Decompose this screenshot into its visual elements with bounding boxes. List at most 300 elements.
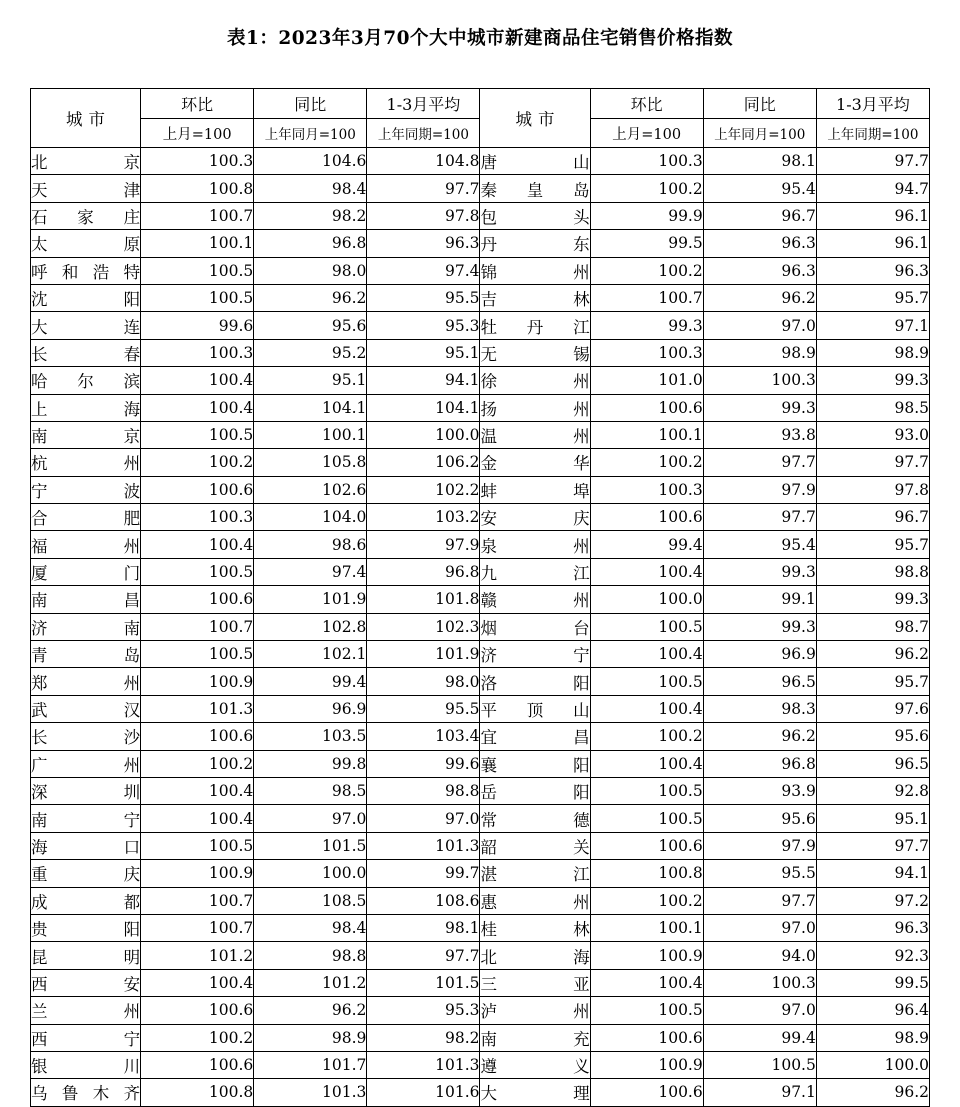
value-cell-avg: 96.1: [816, 202, 929, 229]
value-cell-mom: 100.3: [141, 504, 254, 531]
value-cell-yoy: 100.0: [254, 860, 367, 887]
city-name-cell: 金华: [480, 449, 590, 476]
table-row: [31, 394, 930, 421]
value-cell-mom: 100.9: [141, 668, 254, 695]
value-cell-avg: 97.8: [816, 476, 929, 503]
table-row: [31, 969, 930, 996]
value-cell-avg: 97.6: [816, 695, 929, 722]
header-group-avg-left: 1-3月平均: [367, 89, 480, 119]
value-cell-avg: 94.1: [367, 367, 480, 394]
value-cell-mom: 100.2: [590, 887, 703, 914]
value-cell-mom: 100.8: [141, 175, 254, 202]
value-cell-yoy: 101.7: [254, 1051, 367, 1078]
table-row: [31, 312, 930, 339]
value-cell-avg: 96.7: [816, 504, 929, 531]
table-row: [31, 175, 930, 202]
city-name-cell: 湛江: [480, 860, 590, 887]
value-cell-yoy: 97.9: [703, 476, 816, 503]
value-cell-avg: 104.1: [367, 394, 480, 421]
value-cell-mom: 100.4: [141, 777, 254, 804]
value-cell-avg: 97.0: [367, 805, 480, 832]
value-cell-yoy: 95.2: [254, 339, 367, 366]
value-cell-avg: 98.5: [816, 394, 929, 421]
value-cell-yoy: 96.3: [703, 230, 816, 257]
value-cell-avg: 92.3: [816, 942, 929, 969]
table-row: [31, 1024, 930, 1051]
value-cell-yoy: 99.3: [703, 558, 816, 585]
table-row: [31, 777, 930, 804]
city-name-cell: 唐山: [480, 148, 590, 175]
value-cell-yoy: 103.5: [254, 723, 367, 750]
value-cell-mom: 100.7: [590, 284, 703, 311]
city-name-cell: 桂林: [480, 914, 590, 941]
table-row: [31, 257, 930, 284]
city-name-cell: 太原: [31, 230, 141, 257]
table-row: [31, 887, 930, 914]
value-cell-avg: 99.3: [816, 586, 929, 613]
value-cell-mom: 100.4: [590, 641, 703, 668]
city-name-cell: 福州: [31, 531, 141, 558]
value-cell-avg: 97.7: [816, 449, 929, 476]
price-index-table-wrapper: [30, 88, 930, 1107]
value-cell-yoy: 93.8: [703, 421, 816, 448]
value-cell-yoy: 97.0: [703, 312, 816, 339]
page-title: 表1：2023年3月70个大中城市新建商品住宅销售价格指数: [227, 28, 733, 49]
value-cell-avg: 97.2: [816, 887, 929, 914]
city-name-cell: 银川: [31, 1051, 141, 1078]
header-group-avg-right: 1-3月平均: [816, 89, 929, 119]
value-cell-mom: 100.2: [141, 449, 254, 476]
value-cell-mom: 100.9: [590, 1051, 703, 1078]
value-cell-mom: 100.6: [590, 1024, 703, 1051]
value-cell-mom: 100.4: [141, 805, 254, 832]
value-cell-yoy: 98.0: [254, 257, 367, 284]
value-cell-mom: 100.6: [141, 476, 254, 503]
value-cell-yoy: 97.7: [703, 449, 816, 476]
city-name-cell: 南昌: [31, 586, 141, 613]
value-cell-avg: 97.7: [367, 942, 480, 969]
price-index-table: [30, 88, 930, 1107]
value-cell-avg: 102.2: [367, 476, 480, 503]
value-cell-avg: 95.7: [816, 531, 929, 558]
value-cell-avg: 93.0: [816, 421, 929, 448]
value-cell-yoy: 104.0: [254, 504, 367, 531]
value-cell-avg: 97.4: [367, 257, 480, 284]
value-cell-yoy: 97.0: [703, 914, 816, 941]
table-row: [31, 284, 930, 311]
city-name-cell: 济宁: [480, 641, 590, 668]
value-cell-mom: 100.0: [590, 586, 703, 613]
value-cell-yoy: 97.7: [703, 504, 816, 531]
city-name-cell: 丹东: [480, 230, 590, 257]
city-name-cell: 哈尔滨: [31, 367, 141, 394]
value-cell-yoy: 98.3: [703, 695, 816, 722]
value-cell-yoy: 105.8: [254, 449, 367, 476]
value-cell-mom: 100.2: [590, 723, 703, 750]
header-base-mom-right: 上月=100: [590, 119, 703, 148]
city-name-cell: 石家庄: [31, 202, 141, 229]
value-cell-mom: 100.5: [141, 257, 254, 284]
value-cell-mom: 100.7: [141, 914, 254, 941]
value-cell-mom: 100.5: [590, 777, 703, 804]
value-cell-mom: 101.0: [590, 367, 703, 394]
value-cell-yoy: 99.4: [703, 1024, 816, 1051]
value-cell-avg: 99.7: [367, 860, 480, 887]
value-cell-yoy: 98.9: [254, 1024, 367, 1051]
value-cell-mom: 100.3: [590, 339, 703, 366]
value-cell-mom: 100.3: [141, 339, 254, 366]
city-name-cell: 徐州: [480, 367, 590, 394]
city-name-cell: 厦门: [31, 558, 141, 585]
value-cell-yoy: 97.9: [703, 832, 816, 859]
value-cell-mom: 101.2: [141, 942, 254, 969]
table-row: [31, 531, 930, 558]
city-name-cell: 长春: [31, 339, 141, 366]
city-name-cell: 九江: [480, 558, 590, 585]
value-cell-yoy: 97.4: [254, 558, 367, 585]
value-cell-mom: 100.6: [590, 832, 703, 859]
header-group-mom-left: 环比: [141, 89, 254, 119]
value-cell-yoy: 99.1: [703, 586, 816, 613]
value-cell-yoy: 96.7: [703, 202, 816, 229]
city-name-cell: 大理: [480, 1079, 590, 1106]
value-cell-avg: 97.1: [816, 312, 929, 339]
city-name-cell: 蚌埠: [480, 476, 590, 503]
value-cell-avg: 95.7: [816, 284, 929, 311]
city-name-cell: 呼和浩特: [31, 257, 141, 284]
city-name-cell: 大连: [31, 312, 141, 339]
value-cell-yoy: 97.0: [703, 997, 816, 1024]
value-cell-avg: 95.5: [367, 284, 480, 311]
value-cell-avg: 95.3: [367, 997, 480, 1024]
city-name-cell: 郑州: [31, 668, 141, 695]
value-cell-avg: 95.7: [816, 668, 929, 695]
value-cell-mom: 100.2: [141, 1024, 254, 1051]
value-cell-avg: 97.7: [367, 175, 480, 202]
value-cell-avg: 96.2: [816, 641, 929, 668]
header-base-avg-right: 上年同期=100: [816, 119, 929, 148]
value-cell-mom: 100.5: [141, 832, 254, 859]
value-cell-avg: 96.8: [367, 558, 480, 585]
value-cell-avg: 98.1: [367, 914, 480, 941]
value-cell-mom: 100.3: [590, 148, 703, 175]
header-base-mom-left: 上月=100: [141, 119, 254, 148]
city-name-cell: 宁波: [31, 476, 141, 503]
table-row: [31, 421, 930, 448]
table-row: [31, 230, 930, 257]
value-cell-yoy: 104.1: [254, 394, 367, 421]
value-cell-mom: 100.6: [590, 1079, 703, 1106]
table-row: [31, 339, 930, 366]
value-cell-avg: 99.6: [367, 750, 480, 777]
value-cell-yoy: 98.4: [254, 175, 367, 202]
table-row: [31, 695, 930, 722]
value-cell-yoy: 104.6: [254, 148, 367, 175]
value-cell-mom: 100.6: [590, 504, 703, 531]
city-name-cell: 西安: [31, 969, 141, 996]
value-cell-yoy: 98.8: [254, 942, 367, 969]
city-name-cell: 乌鲁木齐: [31, 1079, 141, 1106]
value-cell-yoy: 96.9: [254, 695, 367, 722]
header-base-yoy-left: 上年同月=100: [254, 119, 367, 148]
value-cell-mom: 100.4: [141, 531, 254, 558]
table-row: [31, 832, 930, 859]
value-cell-avg: 96.2: [816, 1079, 929, 1106]
city-name-cell: 包头: [480, 202, 590, 229]
value-cell-mom: 100.2: [590, 257, 703, 284]
value-cell-yoy: 98.6: [254, 531, 367, 558]
table-row: [31, 148, 930, 175]
value-cell-mom: 100.7: [141, 613, 254, 640]
value-cell-avg: 92.8: [816, 777, 929, 804]
city-name-cell: 杭州: [31, 449, 141, 476]
value-cell-avg: 96.1: [816, 230, 929, 257]
value-cell-mom: 100.8: [141, 1079, 254, 1106]
value-cell-mom: 100.4: [590, 695, 703, 722]
value-cell-mom: 100.1: [141, 230, 254, 257]
city-name-cell: 北海: [480, 942, 590, 969]
value-cell-avg: 103.4: [367, 723, 480, 750]
value-cell-yoy: 102.8: [254, 613, 367, 640]
city-name-cell: 烟台: [480, 613, 590, 640]
value-cell-mom: 100.4: [141, 969, 254, 996]
city-name-cell: 长沙: [31, 723, 141, 750]
table-row: [31, 1051, 930, 1078]
value-cell-yoy: 93.9: [703, 777, 816, 804]
value-cell-avg: 95.6: [816, 723, 929, 750]
city-name-cell: 锦州: [480, 257, 590, 284]
value-cell-mom: 100.5: [141, 284, 254, 311]
city-name-cell: 遵义: [480, 1051, 590, 1078]
value-cell-mom: 100.5: [590, 668, 703, 695]
city-name-cell: 无锡: [480, 339, 590, 366]
table-row: [31, 805, 930, 832]
value-cell-yoy: 97.1: [703, 1079, 816, 1106]
value-cell-avg: 95.1: [816, 805, 929, 832]
value-cell-yoy: 96.2: [703, 723, 816, 750]
value-cell-mom: 99.3: [590, 312, 703, 339]
table-row: [31, 723, 930, 750]
table-body: [31, 148, 930, 1107]
value-cell-yoy: 102.1: [254, 641, 367, 668]
value-cell-avg: 96.3: [816, 257, 929, 284]
city-name-cell: 宜昌: [480, 723, 590, 750]
table-header: [31, 89, 930, 148]
value-cell-avg: 98.9: [816, 1024, 929, 1051]
table-row: [31, 558, 930, 585]
city-name-cell: 沈阳: [31, 284, 141, 311]
value-cell-mom: 100.8: [590, 860, 703, 887]
value-cell-mom: 99.4: [590, 531, 703, 558]
value-cell-mom: 100.1: [590, 914, 703, 941]
value-cell-mom: 100.7: [141, 887, 254, 914]
value-cell-avg: 103.2: [367, 504, 480, 531]
value-cell-yoy: 99.4: [254, 668, 367, 695]
value-cell-mom: 100.4: [590, 750, 703, 777]
table-row: [31, 914, 930, 941]
value-cell-yoy: 97.0: [254, 805, 367, 832]
table-row: [31, 668, 930, 695]
table-row: [31, 860, 930, 887]
header-group-yoy-left: 同比: [254, 89, 367, 119]
value-cell-yoy: 96.2: [703, 284, 816, 311]
value-cell-yoy: 101.3: [254, 1079, 367, 1106]
city-name-cell: 重庆: [31, 860, 141, 887]
value-cell-avg: 101.9: [367, 641, 480, 668]
header-group-mom-right: 环比: [590, 89, 703, 119]
value-cell-mom: 100.6: [590, 394, 703, 421]
value-cell-mom: 100.9: [590, 942, 703, 969]
value-cell-avg: 98.2: [367, 1024, 480, 1051]
value-cell-yoy: 96.5: [703, 668, 816, 695]
value-cell-avg: 97.7: [816, 148, 929, 175]
header-city-left: 城市: [31, 89, 141, 148]
value-cell-yoy: 96.8: [254, 230, 367, 257]
city-name-cell: 南充: [480, 1024, 590, 1051]
value-cell-yoy: 95.1: [254, 367, 367, 394]
city-name-cell: 安庆: [480, 504, 590, 531]
city-name-cell: 三亚: [480, 969, 590, 996]
value-cell-mom: 100.2: [141, 750, 254, 777]
table-row: [31, 613, 930, 640]
value-cell-avg: 98.9: [816, 339, 929, 366]
value-cell-mom: 100.5: [141, 641, 254, 668]
value-cell-avg: 101.6: [367, 1079, 480, 1106]
city-name-cell: 平顶山: [480, 695, 590, 722]
header-base-avg-left: 上年同期=100: [367, 119, 480, 148]
value-cell-yoy: 101.2: [254, 969, 367, 996]
city-name-cell: 合肥: [31, 504, 141, 531]
value-cell-avg: 99.3: [816, 367, 929, 394]
value-cell-yoy: 102.6: [254, 476, 367, 503]
value-cell-mom: 100.2: [590, 175, 703, 202]
city-name-cell: 广州: [31, 750, 141, 777]
value-cell-avg: 96.3: [367, 230, 480, 257]
value-cell-avg: 108.6: [367, 887, 480, 914]
value-cell-yoy: 98.2: [254, 202, 367, 229]
value-cell-avg: 95.3: [367, 312, 480, 339]
value-cell-yoy: 98.4: [254, 914, 367, 941]
value-cell-yoy: 96.3: [703, 257, 816, 284]
value-cell-yoy: 95.4: [703, 175, 816, 202]
value-cell-avg: 97.9: [367, 531, 480, 558]
city-name-cell: 贵阳: [31, 914, 141, 941]
value-cell-avg: 95.5: [367, 695, 480, 722]
value-cell-avg: 98.7: [816, 613, 929, 640]
value-cell-avg: 97.8: [367, 202, 480, 229]
value-cell-yoy: 100.1: [254, 421, 367, 448]
city-name-cell: 襄阳: [480, 750, 590, 777]
value-cell-mom: 100.1: [590, 421, 703, 448]
table-row: [31, 449, 930, 476]
city-name-cell: 牡丹江: [480, 312, 590, 339]
value-cell-mom: 100.4: [141, 367, 254, 394]
value-cell-yoy: 94.0: [703, 942, 816, 969]
value-cell-mom: 101.3: [141, 695, 254, 722]
city-name-cell: 泉州: [480, 531, 590, 558]
city-name-cell: 温州: [480, 421, 590, 448]
value-cell-avg: 97.7: [816, 832, 929, 859]
value-cell-yoy: 98.1: [703, 148, 816, 175]
value-cell-yoy: 95.4: [703, 531, 816, 558]
city-name-cell: 成都: [31, 887, 141, 914]
value-cell-yoy: 96.8: [703, 750, 816, 777]
value-cell-mom: 100.3: [590, 476, 703, 503]
city-name-cell: 岳阳: [480, 777, 590, 804]
value-cell-avg: 101.5: [367, 969, 480, 996]
value-cell-avg: 101.8: [367, 586, 480, 613]
value-cell-mom: 100.6: [141, 997, 254, 1024]
value-cell-avg: 104.8: [367, 148, 480, 175]
value-cell-mom: 100.5: [141, 558, 254, 585]
value-cell-mom: 100.5: [590, 805, 703, 832]
value-cell-avg: 99.5: [816, 969, 929, 996]
value-cell-avg: 101.3: [367, 1051, 480, 1078]
city-name-cell: 北京: [31, 148, 141, 175]
value-cell-yoy: 96.2: [254, 997, 367, 1024]
city-name-cell: 吉林: [480, 284, 590, 311]
value-cell-yoy: 99.8: [254, 750, 367, 777]
value-cell-mom: 100.4: [141, 394, 254, 421]
city-name-cell: 深圳: [31, 777, 141, 804]
city-name-cell: 赣州: [480, 586, 590, 613]
table-row: [31, 586, 930, 613]
table-row: [31, 1079, 930, 1106]
table-row: [31, 202, 930, 229]
value-cell-yoy: 96.9: [703, 641, 816, 668]
city-name-cell: 武汉: [31, 695, 141, 722]
value-cell-avg: 100.0: [367, 421, 480, 448]
city-name-cell: 西宁: [31, 1024, 141, 1051]
value-cell-avg: 96.5: [816, 750, 929, 777]
value-cell-mom: 100.5: [590, 613, 703, 640]
value-cell-mom: 100.7: [141, 202, 254, 229]
city-name-cell: 天津: [31, 175, 141, 202]
value-cell-mom: 100.9: [141, 860, 254, 887]
value-cell-avg: 95.1: [367, 339, 480, 366]
header-base-yoy-right: 上年同月=100: [703, 119, 816, 148]
header-city-right: 城市: [480, 89, 590, 148]
value-cell-yoy: 98.9: [703, 339, 816, 366]
value-cell-mom: 100.5: [141, 421, 254, 448]
table-row: [31, 504, 930, 531]
value-cell-mom: 99.9: [590, 202, 703, 229]
value-cell-yoy: 96.2: [254, 284, 367, 311]
value-cell-mom: 99.6: [141, 312, 254, 339]
value-cell-yoy: 98.5: [254, 777, 367, 804]
value-cell-avg: 100.0: [816, 1051, 929, 1078]
table-row: [31, 476, 930, 503]
city-name-cell: 泸州: [480, 997, 590, 1024]
value-cell-avg: 101.3: [367, 832, 480, 859]
table-row: [31, 367, 930, 394]
value-cell-mom: 99.5: [590, 230, 703, 257]
city-name-cell: 兰州: [31, 997, 141, 1024]
table-row: [31, 942, 930, 969]
table-row: [31, 750, 930, 777]
value-cell-yoy: 100.5: [703, 1051, 816, 1078]
city-name-cell: 南宁: [31, 805, 141, 832]
value-cell-avg: 96.3: [816, 914, 929, 941]
value-cell-avg: 94.1: [816, 860, 929, 887]
city-name-cell: 济南: [31, 613, 141, 640]
value-cell-avg: 98.8: [367, 777, 480, 804]
value-cell-mom: 100.2: [590, 449, 703, 476]
city-name-cell: 海口: [31, 832, 141, 859]
city-name-cell: 洛阳: [480, 668, 590, 695]
city-name-cell: 惠州: [480, 887, 590, 914]
value-cell-avg: 102.3: [367, 613, 480, 640]
